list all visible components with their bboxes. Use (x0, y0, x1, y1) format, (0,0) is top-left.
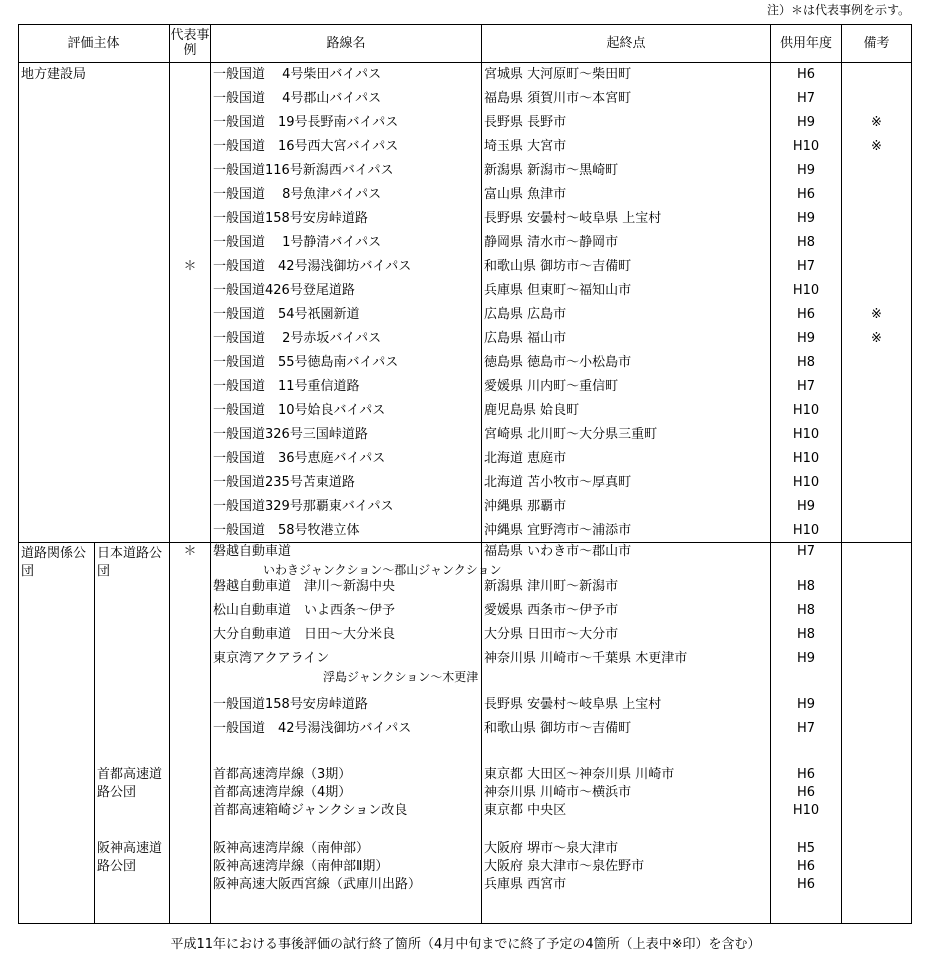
route-name (213, 450, 479, 468)
route-main: 一般国道 42号湯浅御坊バイパス (213, 259, 412, 274)
route-main: 松山自動車道 いよ西条～伊予 (213, 603, 396, 618)
col-rule-rep (169, 24, 170, 924)
route-main: 一般国道116号新潟西バイパス (213, 163, 394, 178)
route-main: 阪神高速大阪西宮線（武庫川出路） (213, 877, 422, 892)
group-jh: 日本道路公団 (97, 546, 163, 579)
route-name (213, 498, 479, 516)
col-rule-endpoints (481, 24, 482, 924)
open-year: H10 (792, 403, 820, 418)
route-endpoints: 福島県 いわき市～郡山市 (484, 544, 632, 559)
header-evaluator: 評価主体 (67, 35, 120, 51)
route-endpoints: 長野県 安曇村～岐阜県 上宝村 (484, 211, 662, 226)
route-endpoints: 神奈川県 川崎市～千葉県 木更津市 (484, 651, 688, 666)
route-endpoints: 大阪府 泉大津市～泉佐野市 (484, 859, 645, 874)
route-name (213, 802, 479, 820)
route-name (213, 876, 479, 894)
col-rule-route (210, 24, 211, 924)
route-endpoints: 埼玉県 大宮市 (484, 139, 567, 154)
header-rule (18, 62, 912, 63)
group-regional: 地方建設局 (21, 67, 87, 82)
route-name (213, 720, 479, 738)
open-year: H10 (792, 427, 820, 442)
header-representative: 代表事例 (170, 28, 210, 58)
route-main: 一般国道 54号祇園新道 (213, 307, 360, 322)
representative-mark: ＊ (183, 544, 197, 559)
table-note: 注）＊は代表事例を示す。 (766, 3, 910, 17)
route-endpoints: 兵庫県 西宮市 (484, 877, 567, 892)
open-year: H6 (796, 767, 816, 782)
route-name (213, 696, 479, 714)
route-endpoints: 東京都 大田区～神奈川県 川崎市 (484, 767, 675, 782)
route-endpoints: 北海道 苫小牧市～厚真町 (484, 475, 632, 490)
open-year: H9 (796, 163, 816, 178)
route-name (213, 258, 479, 276)
group-public-corp: 道路関係公団 (21, 546, 87, 579)
route-name (213, 210, 479, 228)
open-year: H6 (796, 67, 816, 82)
open-year: H6 (796, 877, 816, 892)
route-main: 首都高速湾岸線（3期） (213, 767, 352, 782)
open-year: H9 (796, 651, 816, 666)
route-sub: いわきジャンクション～郡山ジャンクション (263, 563, 502, 577)
open-year: H7 (796, 91, 816, 106)
route-endpoints: 福島県 須賀川市～本宮町 (484, 91, 632, 106)
route-name (213, 66, 479, 84)
route-name (213, 402, 479, 420)
open-year: H9 (796, 499, 816, 514)
route-endpoints: 徳島県 徳島市～小松島市 (484, 355, 632, 370)
open-year: H10 (792, 475, 820, 490)
route-main: 一般国道 19号長野南バイパス (213, 115, 399, 130)
route-endpoints: 長野県 安曇村～岐阜県 上宝村 (484, 697, 662, 712)
route-name (213, 578, 479, 596)
route-endpoints: 兵庫県 但東町～福知山市 (484, 283, 632, 298)
route-endpoints: 広島県 広島市 (484, 307, 567, 322)
route-name (213, 840, 479, 858)
route-endpoints: 長野県 長野市 (484, 115, 567, 130)
open-year: H9 (796, 697, 816, 712)
route-main: 一般国道235号苫東道路 (213, 475, 355, 490)
route-sub: 浮島ジャンクション～木更津 (323, 670, 479, 684)
route-main: 一般国道 8号魚津バイパス (213, 187, 382, 202)
route-main: 首都高速箱崎ジャンクション改良 (213, 803, 408, 818)
route-main: 首都高速湾岸線（4期） (213, 785, 352, 800)
route-main: 大分自動車道 日田～大分米良 (213, 627, 396, 642)
header-remarks: 備考 (863, 35, 890, 51)
route-endpoints: 和歌山県 御坊市～吉備町 (484, 259, 632, 274)
route-endpoints: 愛媛県 川内町～重信町 (484, 379, 619, 394)
open-year: H10 (792, 451, 820, 466)
route-name (213, 306, 479, 324)
remarks-mark: ※ (871, 307, 882, 322)
table-border-bottom (18, 923, 912, 924)
open-year: H7 (796, 259, 816, 274)
route-main: 一般国道 1号静清バイパス (213, 235, 382, 250)
evaluation-table (18, 24, 912, 924)
col-rule-subcorp (94, 542, 95, 924)
route-main: 東京湾アクアライン (213, 651, 330, 666)
route-endpoints: 宮崎県 北川町～大分県三重町 (484, 427, 658, 442)
route-name (213, 90, 479, 108)
route-name (213, 426, 479, 444)
route-main: 一般国道426号登尾道路 (213, 283, 355, 298)
open-year: H10 (792, 803, 820, 818)
remarks-mark: ※ (871, 331, 882, 346)
route-name (213, 766, 479, 784)
route-main: 一般国道 58号牧港立体 (213, 523, 360, 538)
route-main: 磐越自動車道 津川～新潟中央 (213, 579, 396, 594)
route-name (213, 784, 479, 802)
route-endpoints: 新潟県 新潟市～黒崎町 (484, 163, 619, 178)
open-year: H6 (796, 187, 816, 202)
route-main: 阪神高速湾岸線（南伸部Ⅱ期） (213, 859, 389, 874)
route-endpoints: 広島県 福山市 (484, 331, 567, 346)
route-main: 一般国道 16号西大宮バイパス (213, 139, 399, 154)
representative-mark: ＊ (183, 259, 197, 274)
route-endpoints: 神奈川県 川崎市～横浜市 (484, 785, 632, 800)
route-name (213, 234, 479, 252)
route-name (213, 282, 479, 300)
route-main: 一般国道158号安房峠道路 (213, 697, 368, 712)
remarks-mark: ※ (871, 115, 882, 130)
route-main: 一般国道326号三国峠道路 (213, 427, 368, 442)
route-name (213, 650, 479, 686)
route-name (213, 474, 479, 492)
open-year: H8 (796, 627, 816, 642)
remarks-mark: ※ (871, 139, 882, 154)
header-route: 路線名 (326, 35, 366, 51)
open-year: H6 (796, 785, 816, 800)
route-main: 一般国道 42号湯浅御坊バイパス (213, 721, 412, 736)
route-endpoints: 沖縄県 宜野湾市～浦添市 (484, 523, 632, 538)
route-name (213, 858, 479, 876)
route-name (213, 186, 479, 204)
route-main: 一般国道 2号赤坂バイパス (213, 331, 382, 346)
route-main: 磐越自動車道 (213, 544, 292, 559)
open-year: H7 (796, 379, 816, 394)
open-year: H8 (796, 579, 816, 594)
route-main: 一般国道 36号恵庭バイパス (213, 451, 386, 466)
table-border-right (911, 24, 912, 924)
route-name (213, 354, 479, 372)
route-endpoints: 愛媛県 西条市～伊予市 (484, 603, 619, 618)
group-metro: 首都高速道路公団 (97, 767, 163, 800)
route-main: 一般国道329号那覇東バイパス (213, 499, 394, 514)
open-year: H6 (796, 859, 816, 874)
col-rule-remarks (841, 24, 842, 924)
route-name (213, 522, 479, 540)
open-year: H5 (796, 841, 816, 856)
route-endpoints: 沖縄県 那覇市 (484, 499, 567, 514)
route-name (213, 330, 479, 348)
open-year: H8 (796, 603, 816, 618)
header-endpoints: 起終点 (606, 35, 646, 51)
open-year: H8 (796, 355, 816, 370)
open-year: H9 (796, 211, 816, 226)
route-endpoints: 富山県 魚津市 (484, 187, 567, 202)
route-name (213, 602, 479, 620)
route-main: 一般国道 55号徳島南バイパス (213, 355, 399, 370)
open-year: H9 (796, 331, 816, 346)
open-year: H10 (792, 283, 820, 298)
group-hanshin: 阪神高速道路公団 (97, 841, 163, 874)
open-year: H7 (796, 721, 816, 736)
open-year: H6 (796, 307, 816, 322)
route-main: 一般国道 10号姶良バイパス (213, 403, 386, 418)
route-endpoints: 東京都 中央区 (484, 803, 567, 818)
route-main: 阪神高速湾岸線（南伸部） (213, 841, 370, 856)
route-endpoints: 新潟県 津川町～新潟市 (484, 579, 619, 594)
route-endpoints: 大分県 日田市～大分市 (484, 627, 619, 642)
route-name (213, 138, 479, 156)
open-year: H9 (796, 115, 816, 130)
route-name (213, 626, 479, 644)
route-main: 一般国道158号安房峠道路 (213, 211, 368, 226)
open-year: H10 (792, 523, 820, 538)
route-endpoints: 鹿児島県 姶良町 (484, 403, 580, 418)
route-endpoints: 静岡県 清水市～静岡市 (484, 235, 619, 250)
route-main: 一般国道 4号柴田バイパス (213, 67, 382, 82)
route-name (213, 162, 479, 180)
route-name (213, 114, 479, 132)
table-caption: 平成11年における事後評価の試行終了箇所（4月中旬までに終了予定の4箇所（上表中※印）を含む） (170, 937, 761, 952)
route-endpoints: 宮城県 大河原町～柴田町 (484, 67, 632, 82)
route-endpoints: 大阪府 堺市～泉大津市 (484, 841, 619, 856)
open-year: H10 (792, 139, 820, 154)
open-year: H7 (796, 544, 816, 559)
route-name (213, 378, 479, 396)
route-main: 一般国道 4号郡山バイパス (213, 91, 382, 106)
open-year: H8 (796, 235, 816, 250)
route-main: 一般国道 11号重信道路 (213, 379, 360, 394)
table-border-left (18, 24, 19, 924)
route-name (213, 543, 502, 579)
route-endpoints: 和歌山県 御坊市～吉備町 (484, 721, 632, 736)
header-year: 供用年度 (779, 35, 832, 51)
route-endpoints: 北海道 恵庭市 (484, 451, 567, 466)
